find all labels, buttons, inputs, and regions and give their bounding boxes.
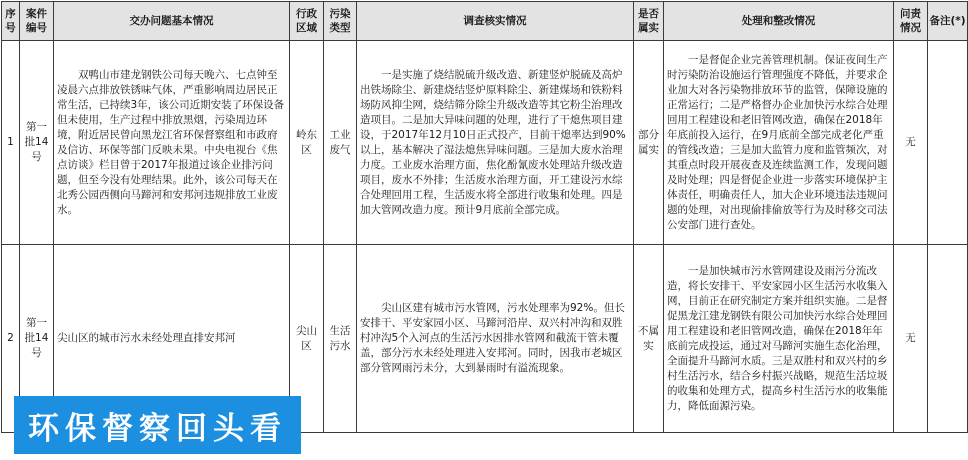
row-rectification-text: 一是督促企业完善管理机制。保证夜间生产时污染防治设施运行管理强度不降低，并要求企业加大对各污染物排放环节的监管，保障设施的正常运行；二是严格督办企业加快污水综合处理回用工程建设和老旧管网改造，确保在2018年年底前投入运行，在9月底前全部完成老化严重的管线改造；三是加大监管力度和监管频次，对其重点时段开展夜查及连续监测工作，发现问题及时处理；四是督促企业进一步落实环境保护主体责任，明确责任人，加大企业环境违法违规问题的处理，对出现偷排偷放等行为及时移交司法公安部门进行查处。 [667, 53, 888, 231]
row-pollution: 生活污水 [324, 245, 357, 433]
row-district: 岭东区 [290, 41, 324, 245]
row-rectification-text: 一是加快城市污水管网建设及雨污分流改造，将长安排干、平安家园小区生活污水收集入网，目前正在研究制定方案并组织实施。二是督促黑龙江建龙钢铁有限公司加快污水综合处理回用工程建设和老旧管网改造，确保在2018年年底前完成投运，通过对马蹄河实施生态化治理，全面提升马蹄河水质。三是双胜村和双兴村的乡村生活污水，结合乡村振兴战略，规范生活垃圾的收集和处理方式，提高乡村生活污水的收集能力，降低面源污染。 [667, 264, 888, 412]
row-investigation [357, 245, 634, 433]
row-verified: 部分属实 [634, 41, 664, 245]
row-district: 尖山区 [290, 245, 324, 433]
program-banner: 环保督察回头看 [14, 396, 301, 454]
row-problem [54, 41, 290, 245]
row-case-no: 第一批14号 [20, 245, 54, 433]
row-rectification [664, 41, 894, 245]
row-problem-text: 双鸭山市建龙钢铁公司每天晚六、七点钟至凌晨六点排放铁锈味气体，严重影响周边居民正常生活，已持续3年，该公司近期安装了环保设备但未使用，生产过程中排放黑烟，污染周边环境，附近居民曾向黑龙江省环保督察组和市政府及信访、环保等部门反映未果。中央电视台《焦点访谈》栏目曾于2017年报道过该企业排污问题，但至今没有处理结果。此外，该公司每天在北秀公园西侧向马蹄河和安邦河违规排放工业废水。 [57, 68, 285, 216]
row-index: 1 [2, 41, 20, 245]
col-header-district: 行政区域 [290, 2, 324, 41]
col-header-problem: 交办问题基本情况 [54, 2, 290, 41]
row-accountability: 无 [894, 41, 928, 245]
case-table [1, 1, 968, 433]
row-accountability: 无 [894, 245, 928, 433]
col-header-index: 序号 [2, 2, 20, 41]
row-verified: 不属实 [634, 245, 664, 433]
col-header-case-no: 案件编号 [20, 2, 54, 41]
row-investigation-text: 尖山区建有城市污水管网，污水处理率为92%。但长安排干、平安家园小区、马蹄河沿岸、双兴村冲沟和双胜村冲沟5个入河点的生活污水因排水管网和截流干管未覆盖，部分污水未经处理进入安邦河。同时，因我市老城区部分管网雨污未分，大到暴雨时有溢流现象。 [360, 302, 625, 374]
col-header-remark: 备注(*) [928, 2, 968, 41]
col-header-accountability: 问责情况 [894, 2, 928, 41]
row-index: 2 [2, 245, 20, 433]
row-case-no: 第一批14号 [20, 41, 54, 245]
table-row [2, 41, 968, 245]
row-pollution: 工业废气 [324, 41, 357, 245]
row-rectification [664, 245, 894, 433]
row-investigation [357, 41, 634, 245]
col-header-verified: 是否属实 [634, 2, 664, 41]
col-header-rectification: 处理和整改情况 [664, 2, 894, 41]
row-remark [928, 245, 968, 433]
col-header-investigation: 调查核实情况 [357, 2, 634, 41]
row-problem-text: 尖山区的城市污水未经处理直排安邦河 [57, 332, 236, 344]
row-investigation-text: 一是实施了烧结脱硫升级改造、新建竖炉脱硫及高炉出铁场除尘、新建烧结竖炉原料除尘、新建煤场和铁粉料场防风抑尘网，烧结筛分除尘升级改造等其它粉尘治理改造项目。二是加大异味问题的处理，进行了干熄焦项目建设，于2017年12月10日正式投产，目前干熄率达到90%以上，基本解决了湿法熄焦异味问题。三是加大废水治理力度。工业废水治理方面，焦化酚氰废水处理站升级改造项目，废水不外排；生活废水治理方面，开工建设污水综合处理回用工程，生活废水将全部进行收集和处理。四是加大管网改造力度。预计9月底前全部完成。 [360, 68, 626, 216]
header-row [2, 2, 968, 41]
col-header-pollution: 污染类型 [324, 2, 357, 41]
row-remark [928, 41, 968, 245]
